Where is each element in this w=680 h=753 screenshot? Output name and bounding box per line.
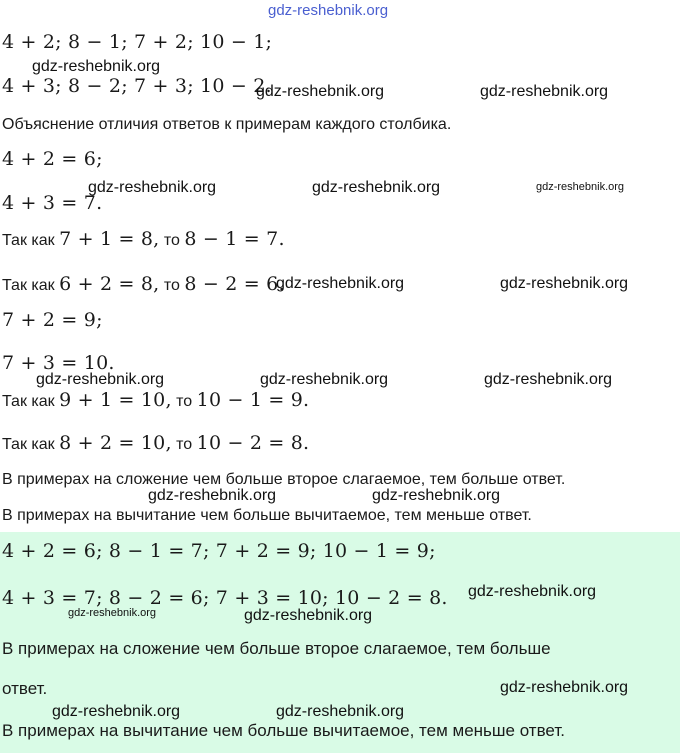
- reasoning-connector: то: [176, 436, 193, 453]
- watermark: gdz-reshebnik.org: [536, 181, 625, 193]
- watermark: gdz-reshebnik.org: [480, 83, 609, 100]
- watermark: gdz-reshebnik.org: [312, 179, 441, 196]
- reasoning-result: 10 − 2 = 8.: [196, 432, 310, 454]
- reasoning-connector: то: [176, 393, 193, 410]
- reasoning-result: 8 − 2 = 6.: [184, 273, 285, 295]
- watermark: gdz-reshebnik.org: [244, 607, 373, 624]
- reasoning-prefix: Так как: [2, 232, 55, 249]
- expression-line-1: 4 + 2; 8 − 1; 7 + 2; 10 − 1;: [2, 31, 273, 53]
- reasoning-result: 8 − 1 = 7.: [184, 228, 285, 250]
- watermark: gdz-reshebnik.org: [32, 58, 161, 75]
- watermark: gdz-reshebnik.org: [36, 371, 165, 388]
- watermark: gdz-reshebnik.org: [500, 679, 629, 696]
- reasoning-prefix: Так как: [2, 436, 55, 453]
- watermark: gdz-reshebnik.org: [68, 607, 157, 619]
- reasoning-line-1: [2, 228, 285, 250]
- watermark: gdz-reshebnik.org: [484, 371, 613, 388]
- reasoning-equation: 7 + 1 = 8,: [59, 228, 160, 250]
- watermark: gdz-reshebnik.org: [372, 487, 501, 504]
- reasoning-connector: то: [163, 277, 180, 294]
- reasoning-result: 10 − 1 = 9.: [196, 389, 310, 411]
- equation-4-plus-3: 4 + 3 = 7.: [2, 192, 103, 214]
- watermark: gdz-reshebnik.org: [88, 179, 217, 196]
- equation-4-plus-2: 4 + 2 = 6;: [2, 148, 103, 170]
- watermark: gdz-reshebnik.org: [256, 83, 385, 100]
- conclusion-subtraction: В примерах на вычитание чем больше вычитаемое, тем меньше ответ.: [2, 507, 532, 524]
- watermark: gdz-reshebnik.org: [260, 371, 389, 388]
- watermark: gdz-reshebnik.org: [148, 487, 277, 504]
- reasoning-equation: 8 + 2 = 10,: [59, 432, 172, 454]
- watermark: gdz-reshebnik.org: [276, 703, 405, 720]
- watermark-top: gdz-reshebnik.org: [268, 2, 389, 19]
- reasoning-equation: 6 + 2 = 8,: [59, 273, 160, 295]
- reasoning-connector: то: [163, 232, 180, 249]
- reasoning-equation: 9 + 1 = 10,: [59, 389, 172, 411]
- watermark: gdz-reshebnik.org: [276, 275, 405, 292]
- reasoning-line-2: [2, 273, 285, 295]
- reasoning-line-3: [2, 389, 309, 411]
- answer-conclusion-addition: В примерах на сложение чем больше второе слагаемое, тем больше: [2, 639, 551, 658]
- conclusion-addition: В примерах на сложение чем больше второе слагаемое, тем больше ответ.: [2, 471, 566, 488]
- expression-line-2: 4 + 3; 8 − 2; 7 + 3; 10 − 2.: [2, 75, 272, 97]
- reasoning-prefix: Так как: [2, 393, 55, 410]
- watermark: gdz-reshebnik.org: [500, 275, 629, 292]
- equation-7-plus-3: 7 + 3 = 10.: [2, 352, 115, 374]
- explanation-heading: Объяснение отличия ответов к примерам каждого столбика.: [2, 116, 452, 133]
- answer-line-1: 4 + 2 = 6; 8 − 1 = 7; 7 + 2 = 9; 10 − 1 = 9;: [2, 540, 436, 562]
- reasoning-prefix: Так как: [2, 277, 55, 294]
- answer-line-2: 4 + 3 = 7; 8 − 2 = 6; 7 + 3 = 10; 10 − 2 = 8.: [2, 587, 448, 609]
- answer-conclusion-addition-end: ответ.: [2, 679, 48, 698]
- reasoning-line-4: [2, 432, 309, 454]
- watermark: gdz-reshebnik.org: [52, 703, 181, 720]
- answer-conclusion-subtraction: В примерах на вычитание чем больше вычитаемое, тем меньше ответ.: [2, 721, 565, 740]
- equation-7-plus-2: 7 + 2 = 9;: [2, 309, 103, 331]
- watermark: gdz-reshebnik.org: [468, 583, 597, 600]
